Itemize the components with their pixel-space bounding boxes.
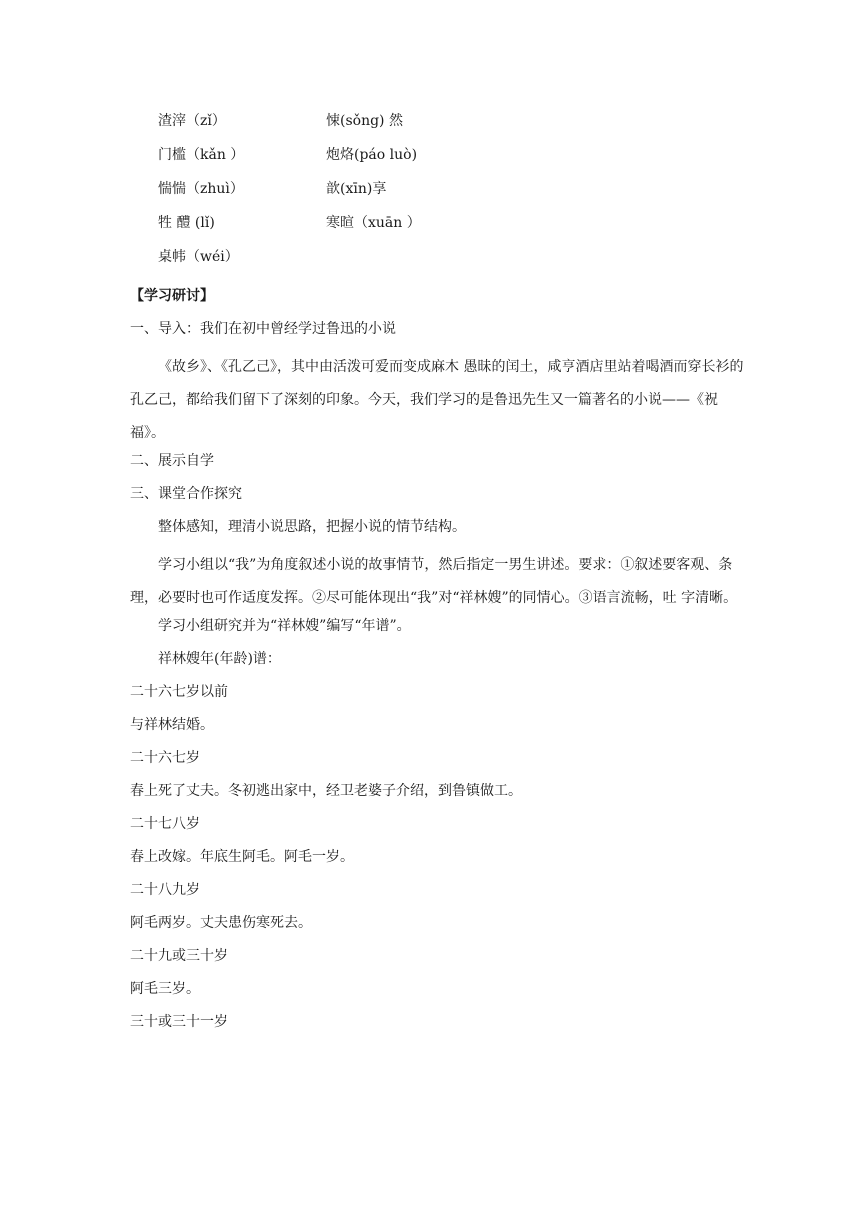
vocab-row <box>158 110 598 144</box>
vocab-row <box>158 246 598 280</box>
part2-heading: 二、展示自学 <box>130 453 214 469</box>
vocab-term: 炮烙(páo luò) <box>326 147 418 163</box>
timeline-age: 二十九或三十岁 <box>130 948 228 964</box>
part3-paragraph-2: 学习小组以“我”为角度叙述小说的故事情节，然后指定一男生讲述。要求：①叙述要客观、条理，必要时也可作适度发挥。②尽可能体现出“我”对“祥林嫂”的同情心。③语言流畅，吐 字清晰。 <box>130 557 738 606</box>
timeline-event: 春上死了丈夫。冬初逃出家中，经卫老婆子介绍，到鲁镇做工。 <box>130 783 522 799</box>
vocab-term: 寒暄（xuān ） <box>326 215 421 231</box>
part3-paragraph-3: 学习小组研究并为“祥林嫂”编写“年谱”。 <box>158 618 411 634</box>
timeline <box>130 681 745 1033</box>
part1-paragraph: 《故乡》、《孔乙己》，其中由活泼可爱而变成麻木 愚昧的闰土，咸亨酒店里站着喝酒而穿长衫的孔乙己，都给我们留下了深刻的印象。今天，我们学习的是鲁迅先生又一篇著名的小说——《祝福》。 <box>130 359 744 441</box>
vocab-term: 歆(xīn)享 <box>326 181 387 197</box>
vocab-term: 牲 醴 (lǐ) <box>158 215 215 231</box>
part3-heading: 三、课堂合作探究 <box>130 486 242 502</box>
vocab-term: 悚(sǒng) 然 <box>326 113 403 129</box>
vocabulary-list <box>158 110 598 280</box>
timeline-age: 三十或三十一岁 <box>130 1014 228 1030</box>
timeline-age: 二十七八岁 <box>130 816 200 832</box>
document-body <box>130 285 745 1044</box>
part3-paragraph-4: 祥林嫂年(年龄)谱： <box>158 651 281 667</box>
timeline-age: 二十六七岁以前 <box>130 684 228 700</box>
timeline-event: 与祥林结婚。 <box>130 717 214 733</box>
timeline-age: 二十六七岁 <box>130 750 200 766</box>
part1-heading: 一、导入：我们在初中曾经学过鲁迅的小说 <box>130 321 396 337</box>
section-title: 【学习研讨】 <box>130 288 214 304</box>
vocab-term: 门槛（kǎn ） <box>158 147 245 163</box>
timeline-event: 阿毛三岁。 <box>130 981 200 997</box>
timeline-event: 阿毛两岁。丈夫患伤寒死去。 <box>130 915 312 931</box>
timeline-age: 二十八九岁 <box>130 882 200 898</box>
vocab-row <box>158 212 598 246</box>
vocab-term: 桌帏（wéi） <box>158 249 239 265</box>
vocab-row <box>158 144 598 178</box>
vocab-term: 惴惴（zhuì） <box>158 181 244 197</box>
vocab-row <box>158 178 598 212</box>
vocab-term: 渣滓（zǐ） <box>158 113 226 129</box>
timeline-event: 春上改嫁。年底生阿毛。阿毛一岁。 <box>130 849 354 865</box>
part3-paragraph-1: 整体感知，理清小说思路，把握小说的情节结构。 <box>158 519 466 535</box>
